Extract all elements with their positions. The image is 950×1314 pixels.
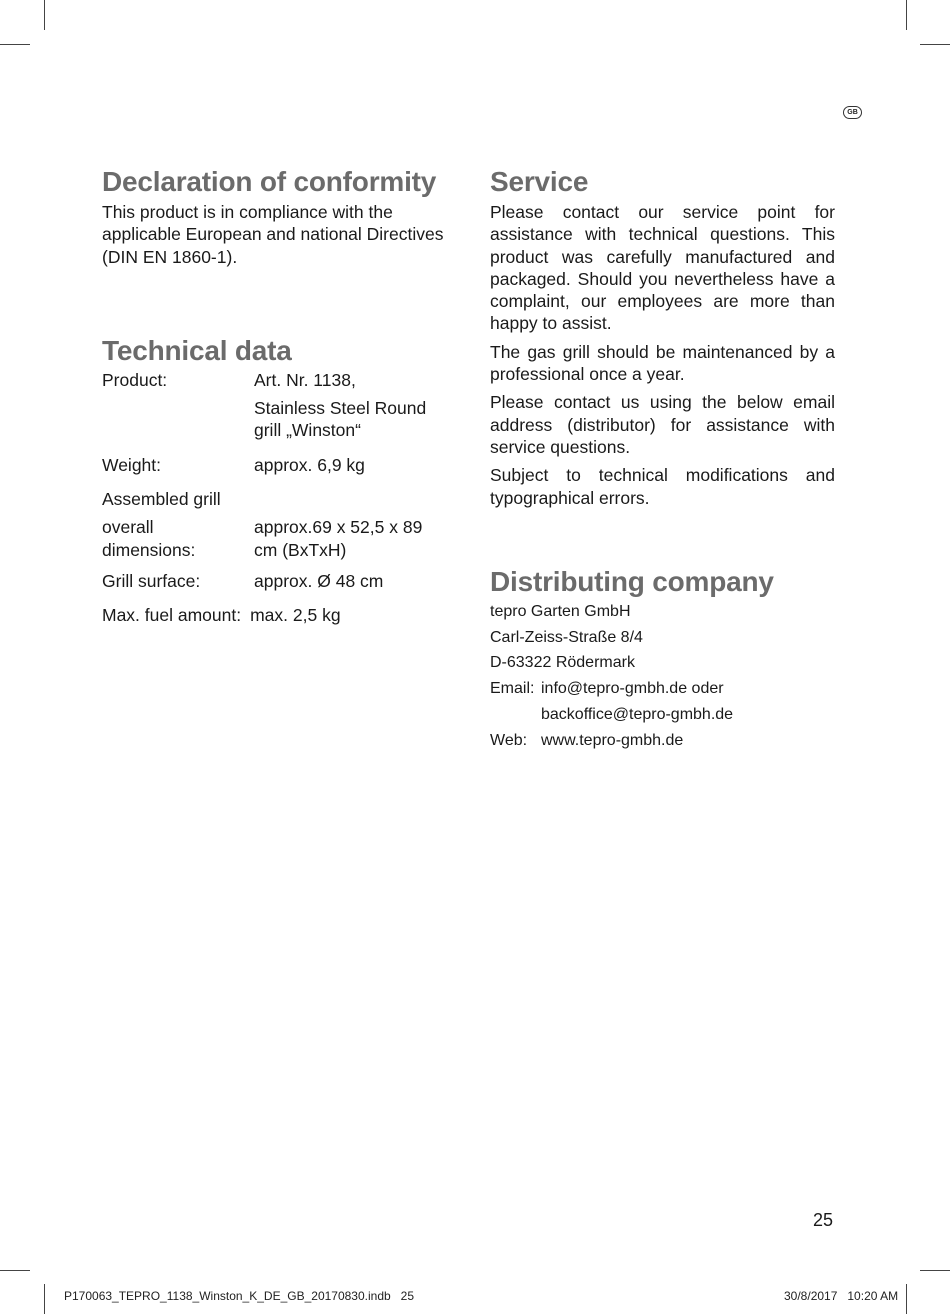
web-label: Web: xyxy=(490,731,528,749)
declaration-text: This product is in compliance with the applicable European and national Directives (DIN EN 1860-1). xyxy=(102,202,444,267)
technical-heading: Technical data xyxy=(102,334,292,366)
tech-row-dimensions xyxy=(102,516,447,561)
tech-row-assembled xyxy=(102,488,447,510)
crop-mark xyxy=(44,1284,45,1314)
service-paragraph: Please contact us using the below email address (distributor) for assistance with service questions. xyxy=(490,392,835,457)
service-paragraph: The gas grill should be maintenanced by a professional once a year. xyxy=(490,341,835,385)
tech-row-surface xyxy=(102,570,447,592)
tech-row-product xyxy=(102,369,447,391)
tech-row-weight xyxy=(102,454,447,476)
crop-mark xyxy=(906,0,907,30)
left-column xyxy=(102,165,447,627)
company-address xyxy=(490,599,835,754)
right-column xyxy=(490,165,835,754)
company-email-row-2 xyxy=(490,702,835,728)
crop-mark xyxy=(44,0,45,30)
declaration-heading: Declaration of conformity xyxy=(102,166,437,197)
web-link[interactable]: www.tepro-gmbh.de xyxy=(541,731,684,749)
tech-row-fuel xyxy=(102,604,447,626)
tech-label: Product: xyxy=(102,369,168,390)
tech-label: overall dimensions: xyxy=(102,517,196,560)
crop-mark xyxy=(0,1270,30,1271)
service-paragraph: Please contact our service point for assistance with technical questions. This product was carefully manufactured and packaged. Should you nevertheless have a complaint, our employees are more than happy to assist. xyxy=(490,202,835,334)
footer-date-slug: 30/8/2017 10:20 AM xyxy=(784,1289,899,1303)
service-paragraph: Subject to technical modifications and typographical errors. xyxy=(490,465,835,508)
tech-value: Stainless Steel Round grill „Winston“ xyxy=(254,398,427,441)
crop-mark xyxy=(906,1284,907,1314)
email-label: Email: xyxy=(490,680,535,698)
company-street: Carl-Zeiss-Straße 8/4 xyxy=(490,628,643,646)
email-link[interactable]: info@tepro-gmbh.de oder xyxy=(541,680,724,698)
company-city: D-63322 Rödermark xyxy=(490,654,635,672)
tech-value: approx.69 x 52,5 x 89 cm (BxTxH) xyxy=(254,517,423,560)
technical-table xyxy=(102,369,447,627)
tech-value: approx. 6,9 kg xyxy=(254,454,365,475)
crop-mark xyxy=(920,1270,950,1271)
tech-label: Assembled grill xyxy=(102,489,221,510)
tech-row-product-2 xyxy=(102,397,447,442)
service-heading: Service xyxy=(490,166,589,197)
footer-file-slug: P170063_TEPRO_1138_Winston_K_DE_GB_20170830.indb 25 xyxy=(64,1289,415,1303)
tech-value: approx. Ø 48 cm xyxy=(254,570,384,591)
company-heading: Distributing company xyxy=(490,565,774,597)
crop-mark xyxy=(0,44,30,45)
company-web-row xyxy=(490,728,835,754)
tech-label: Grill surface: xyxy=(102,570,201,591)
tech-value: max. 2,5 kg xyxy=(250,605,341,626)
tech-value: Art. Nr. 1138, xyxy=(254,369,356,390)
tech-label: Weight: xyxy=(102,454,162,475)
page-number: 25 xyxy=(813,1210,834,1230)
crop-mark xyxy=(920,44,950,45)
tech-label: Max. fuel amount: xyxy=(102,605,242,626)
language-badge: GB xyxy=(843,106,862,119)
company-name: tepro Garten GmbH xyxy=(490,602,631,620)
company-email-row xyxy=(490,676,835,702)
email-link[interactable]: backoffice@tepro-gmbh.de xyxy=(541,706,734,724)
